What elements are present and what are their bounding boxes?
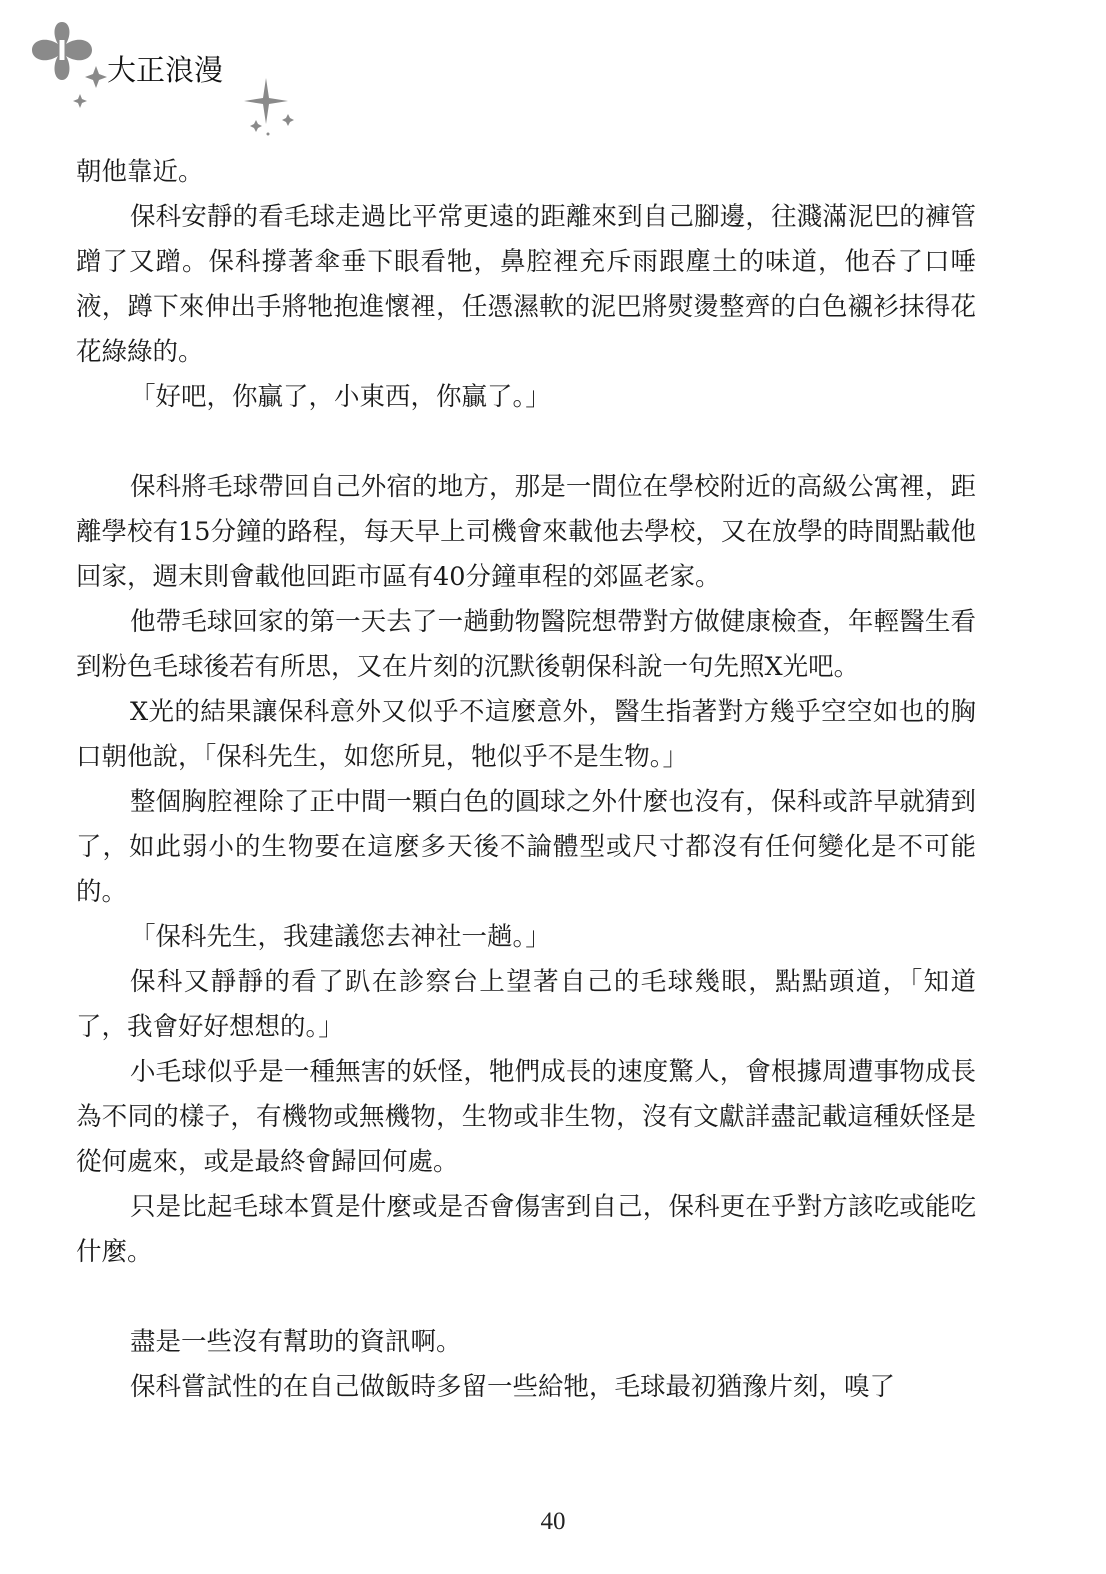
paragraph: 保科將毛球帶回自己外宿的地方，那是一間位在學校附近的高級公寓裡，距離學校有15分鐘的路程，每天早上司機會來載他去學校，又在放學的時間點載他回家，週末則會載他回距市區有40分鐘車程的郊區老家。 [76,472,976,592]
dialogue-line: 「好吧，你贏了，小東西，你贏了。」 [130,382,551,412]
paragraph: 整個胸腔裡除了正中間一顆白色的圓球之外什麼也沒有，保科或許早就猜到了，如此弱小的生物要在這麼多天後不論體型或尺寸都沒有任何變化是不可能的。 [76,787,976,907]
body-text [76,150,976,1410]
paragraph: 他帶毛球回家的第一天去了一趟動物醫院想帶對方做健康檢查，年輕醫生看到粉色毛球後若有所思，又在片刻的沉默後朝保科說一句先照X光吧。 [76,607,976,682]
running-header-title: 大正浪漫 [107,53,224,87]
paragraph: 盡是一些沒有幫助的資訊啊。 [130,1327,462,1357]
dialogue-line: 「保科先生，我建議您去神社一趟。」 [130,922,551,952]
paragraph: 只是比起毛球本質是什麼或是否會傷害到自己，保科更在乎對方該吃或能吃什麼。 [76,1192,976,1267]
page-number: 40 [540,1508,566,1535]
section-break [76,420,976,465]
paragraph: 保科嘗試性的在自己做飯時多留一些給牠，毛球最初猶豫片刻，嗅了 [130,1372,896,1402]
paragraph: 保科又靜靜的看了趴在診察台上望著自己的毛球幾眼，點點頭道，「知道了，我會好好想想的。」 [76,967,976,1042]
paragraph: 朝他靠近。 [76,157,204,187]
paragraph: X光的結果讓保科意外又似乎不這麼意外，醫生指著對方幾乎空空如也的胸口朝他說，「保科先生，如您所見，牠似乎不是生物。」 [76,697,976,772]
section-break [76,1275,976,1320]
paragraph: 小毛球似乎是一種無害的妖怪，牠們成長的速度驚人，會根據周遭事物成長為不同的樣子，有機物或無機物，生物或非生物，沒有文獻詳盡記載這種妖怪是從何處來，或是最終會歸回何處。 [76,1057,976,1177]
paragraph: 保科安靜的看毛球走過比平常更遠的距離來到自己腳邊，往濺滿泥巴的褲管蹭了又蹭。保科撐著傘垂下眼看牠，鼻腔裡充斥雨跟塵土的味道，他吞了口唾液，蹲下來伸出手將牠抱進懷裡，任憑濕軟的泥巴將熨燙整齊的白色襯衫抹得花花綠綠的。 [76,202,976,367]
page-header [0,0,1106,150]
